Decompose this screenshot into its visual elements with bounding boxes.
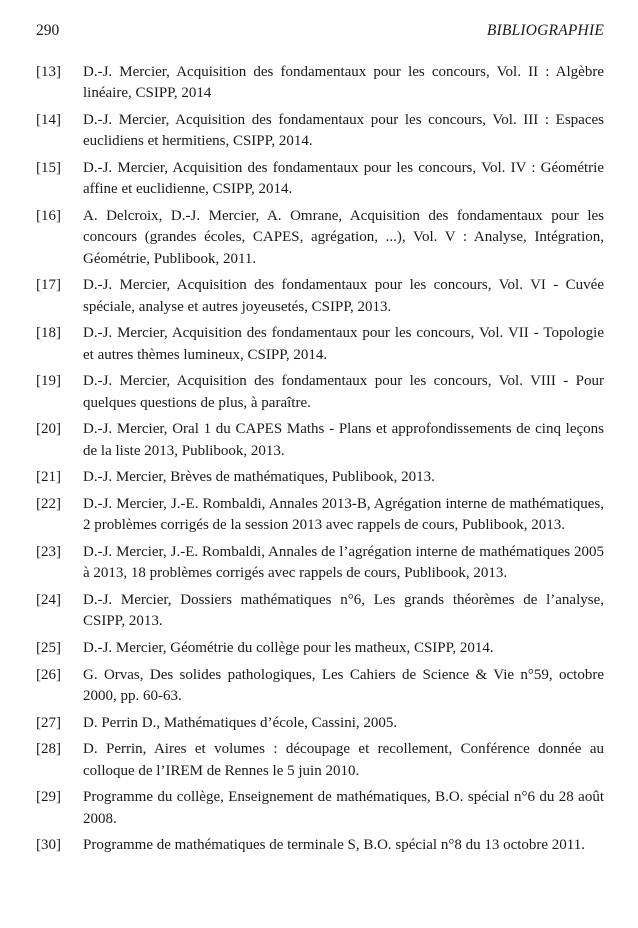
reference-entry <box>36 665 604 708</box>
reference-entry <box>36 110 604 153</box>
reference-text: D.-J. Mercier, Acquisition des fondamentaux pour les concours, Vol. IV : Géométrie affine et euclidienne, CSIPP, 2014. <box>83 160 604 198</box>
reference-number: [24] <box>36 592 61 608</box>
document-page <box>36 22 604 862</box>
reference-text: D.-J. Mercier, Brèves de mathématiques, Publibook, 2013. <box>83 469 435 486</box>
page-header <box>36 22 604 52</box>
reference-entry <box>36 323 604 366</box>
reference-text: D.-J. Mercier, Acquisition des fondamentaux pour les concours, Vol. II : Algèbre linéaire, CSIPP, 2014 <box>83 64 604 102</box>
reference-entry <box>36 419 604 462</box>
reference-entry <box>36 590 604 633</box>
reference-number: [22] <box>36 496 61 512</box>
reference-number: [19] <box>36 373 61 390</box>
running-title: BIBLIOGRAPHIE <box>486 22 604 39</box>
reference-entry <box>36 542 604 585</box>
reference-entry <box>36 713 604 734</box>
reference-number: [15] <box>36 160 61 176</box>
reference-text: D. Perrin D., Mathématiques d’école, Cassini, 2005. <box>83 714 398 731</box>
reference-number: [25] <box>36 640 61 656</box>
reference-entry <box>36 787 604 830</box>
reference-text: D.-J. Mercier, Oral 1 du CAPES Maths - Plans et approfondissements de cinq leçons de la liste 2013, Publibook, 2013. <box>83 421 604 459</box>
reference-number: [27] <box>36 714 61 731</box>
reference-number: [28] <box>36 741 61 758</box>
reference-entry <box>36 739 604 782</box>
reference-text: D.-J. Mercier, J.-E. Rombaldi, Annales de l’agrégation interne de mathématiques 2005 à 2013, 18 problèmes corrigés avec rappels de cours, Publibook, 2013. <box>83 544 604 582</box>
reference-number: [23] <box>36 544 61 560</box>
reference-entry <box>36 835 604 856</box>
reference-entry <box>36 371 604 414</box>
reference-number: [29] <box>36 789 61 806</box>
reference-entry <box>36 62 604 105</box>
reference-text: D.-J. Mercier, J.-E. Rombaldi, Annales 2013-B, Agrégation interne de mathématiques, 2 problèmes corrigés de la session 2013 avec rappels de cours, Publibook, 2013. <box>83 496 604 534</box>
reference-text: Programme de mathématiques de terminale S, B.O. spécial n°8 du 13 octobre 2011. <box>83 837 585 854</box>
reference-text: G. Orvas, Des solides pathologiques, Les Cahiers de Science & Vie n°59, octobre 2000, pp. 60-63. <box>83 666 604 704</box>
reference-number: [30] <box>36 837 61 854</box>
page-number: 290 <box>36 22 60 39</box>
reference-number: [21] <box>36 469 61 486</box>
reference-text: Programme du collège, Enseignement de mathématiques, B.O. spécial n°6 du 28 août 2008. <box>83 789 604 827</box>
reference-number: [20] <box>36 421 61 438</box>
reference-text: D.-J. Mercier, Géométrie du collège pour les matheux, CSIPP, 2014. <box>83 640 494 656</box>
reference-text: A. Delcroix, D.-J. Mercier, A. Omrane, Acquisition des fondamentaux pour les concours (grandes écoles, CAPES, agrégation, ...), Vol. V : Analyse, Intégration, Géométrie, Publibook, 2011. <box>83 208 604 267</box>
reference-text: D.-J. Mercier, Acquisition des fondamentaux pour les concours, Vol. VI - Cuvée spéciale, analyse et autres joyeusetés, CSIPP, 2013. <box>83 277 604 315</box>
reference-number: [18] <box>36 325 61 342</box>
reference-entry <box>36 638 604 659</box>
reference-number: [17] <box>36 277 61 294</box>
reference-text: D.-J. Mercier, Acquisition des fondamentaux pour les concours, Vol. VIII - Pour quelques questions de plus, à paraître. <box>83 373 604 411</box>
reference-text: D. Perrin, Aires et volumes : découpage et recollement, Conférence donnée au colloque de l’IREM de Rennes le 5 juin 2010. <box>83 741 604 779</box>
reference-text: D.-J. Mercier, Dossiers mathématiques n°6, Les grands théorèmes de l’analyse, CSIPP, 2013. <box>83 592 604 630</box>
reference-number: [14] <box>36 112 61 128</box>
reference-number: [16] <box>36 208 61 224</box>
reference-entry <box>36 206 604 270</box>
reference-entry <box>36 494 604 537</box>
reference-entry <box>36 275 604 318</box>
reference-number: [26] <box>36 666 61 683</box>
reference-text: D.-J. Mercier, Acquisition des fondamentaux pour les concours, Vol. VII - Topologie et autres thèmes lumineux, CSIPP, 2014. <box>83 325 604 363</box>
reference-entry <box>36 158 604 201</box>
bibliography-list <box>36 62 604 857</box>
reference-number: [13] <box>36 64 61 80</box>
reference-entry <box>36 467 604 488</box>
reference-text: D.-J. Mercier, Acquisition des fondamentaux pour les concours, Vol. III : Espaces euclidiens et hermitiens, CSIPP, 2014. <box>83 112 604 150</box>
